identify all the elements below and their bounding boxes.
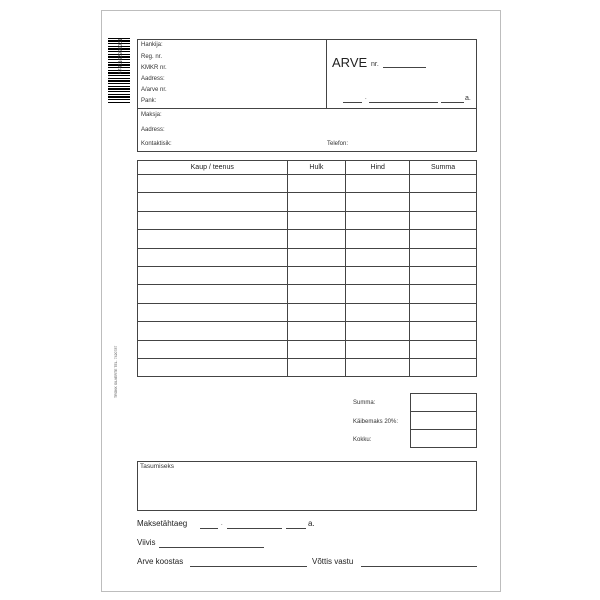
received-by-line[interactable]: [361, 566, 477, 567]
cell-sum[interactable]: [410, 285, 477, 303]
invoice-day-line[interactable]: [343, 102, 362, 103]
late-fee-label: Viivis: [137, 538, 156, 547]
cell-sum[interactable]: [410, 303, 477, 321]
cell-product[interactable]: [138, 211, 288, 229]
cell-price[interactable]: [346, 211, 410, 229]
cell-product[interactable]: [138, 230, 288, 248]
cell-quantity[interactable]: [287, 230, 346, 248]
column-header-quantity: Hulk: [287, 161, 346, 175]
late-fee-line[interactable]: [159, 547, 264, 548]
cell-sum[interactable]: [410, 193, 477, 211]
vat-field[interactable]: [410, 411, 477, 430]
cell-product[interactable]: [138, 193, 288, 211]
table-row: [138, 340, 477, 358]
table-row: [138, 193, 477, 211]
cell-price[interactable]: [346, 285, 410, 303]
table-row: [138, 175, 477, 193]
total-field[interactable]: [410, 429, 477, 448]
account-nr-label: A/arve nr.: [141, 87, 167, 93]
printer-note: TRÜKK SILVERTE TEL. 7420787: [114, 345, 118, 398]
cell-product[interactable]: [138, 285, 288, 303]
due-month-line[interactable]: [227, 528, 282, 529]
cell-price[interactable]: [346, 175, 410, 193]
cell-quantity[interactable]: [287, 175, 346, 193]
payment-label: Tasumiseks: [140, 463, 174, 470]
date-separator: .: [365, 95, 367, 101]
due-separator: .: [221, 521, 223, 527]
cell-sum[interactable]: [410, 230, 477, 248]
items-table: [137, 160, 477, 377]
total-label: Kokku:: [353, 437, 372, 443]
due-year-line[interactable]: [286, 528, 306, 529]
cell-quantity[interactable]: [287, 322, 346, 340]
cell-price[interactable]: [346, 248, 410, 266]
vat-nr-label: KMKR nr.: [141, 65, 167, 71]
cell-product[interactable]: [138, 322, 288, 340]
cell-product[interactable]: [138, 358, 288, 376]
items-header-row: [138, 161, 477, 175]
cell-price[interactable]: [346, 230, 410, 248]
invoice-nr-label: nr.: [371, 61, 379, 68]
cell-sum[interactable]: [410, 248, 477, 266]
due-date-suffix: a.: [308, 519, 315, 528]
made-by-label: Arve koostas: [137, 557, 184, 566]
header-box: [137, 39, 477, 152]
bank-label: Pank:: [141, 98, 157, 104]
cell-quantity[interactable]: [287, 211, 346, 229]
contact-person-label: Kontaktisik:: [141, 141, 172, 147]
cell-price[interactable]: [346, 322, 410, 340]
cell-quantity[interactable]: [287, 285, 346, 303]
subtotal-field[interactable]: [410, 393, 477, 412]
supplier-label: Hankija:: [141, 42, 163, 48]
cell-price[interactable]: [346, 303, 410, 321]
payer-label: Maksja:: [141, 112, 162, 118]
invoice-month-line[interactable]: [369, 102, 438, 103]
items-body: [138, 175, 477, 377]
phone-label: Telefon:: [327, 141, 349, 147]
column-header-price: Hind: [346, 161, 410, 175]
table-row: [138, 322, 477, 340]
cell-quantity[interactable]: [287, 193, 346, 211]
vat-label: Käibemaks 20%:: [353, 419, 399, 425]
cell-sum[interactable]: [410, 322, 477, 340]
invoice-title: ARVE: [332, 55, 368, 70]
cell-product[interactable]: [138, 340, 288, 358]
cell-price[interactable]: [346, 193, 410, 211]
table-row: [138, 211, 477, 229]
supplier-address-label: Aadress:: [141, 76, 165, 82]
cell-price[interactable]: [346, 340, 410, 358]
cell-product[interactable]: [138, 266, 288, 284]
made-by-line[interactable]: [190, 566, 307, 567]
subtotal-label: Summa:: [353, 400, 376, 406]
header-divider-horizontal: [137, 108, 477, 109]
cell-sum[interactable]: [410, 175, 477, 193]
table-row: [138, 285, 477, 303]
due-date-label: Maksetähtaeg: [137, 519, 188, 528]
payment-box[interactable]: [137, 461, 477, 511]
cell-sum[interactable]: [410, 340, 477, 358]
table-row: [138, 303, 477, 321]
cell-product[interactable]: [138, 175, 288, 193]
column-header-product: Kaup / teenus: [138, 161, 288, 175]
payer-address-label: Aadress:: [141, 127, 165, 133]
invoice-year-line[interactable]: [441, 102, 464, 103]
cell-product[interactable]: [138, 248, 288, 266]
cell-price[interactable]: [346, 358, 410, 376]
header-divider-vertical: [326, 39, 327, 109]
cell-quantity[interactable]: [287, 340, 346, 358]
table-row: [138, 266, 477, 284]
cell-product[interactable]: [138, 303, 288, 321]
cell-quantity[interactable]: [287, 248, 346, 266]
table-row: [138, 230, 477, 248]
cell-quantity[interactable]: [287, 358, 346, 376]
table-row: [138, 248, 477, 266]
table-row: [138, 358, 477, 376]
cell-sum[interactable]: [410, 358, 477, 376]
invoice-date-suffix: a.: [465, 95, 471, 102]
column-header-sum: Summa: [410, 161, 477, 175]
reg-nr-label: Reg. nr.: [141, 54, 163, 60]
cell-quantity[interactable]: [287, 266, 346, 284]
barcode-number: 4741162990031: [118, 38, 124, 74]
cell-sum[interactable]: [410, 266, 477, 284]
received-by-label: Võttis vastu: [312, 557, 354, 566]
cell-quantity[interactable]: [287, 303, 346, 321]
due-day-line[interactable]: [200, 528, 218, 529]
invoice-nr-line[interactable]: [383, 67, 426, 68]
cell-price[interactable]: [346, 266, 410, 284]
cell-sum[interactable]: [410, 211, 477, 229]
